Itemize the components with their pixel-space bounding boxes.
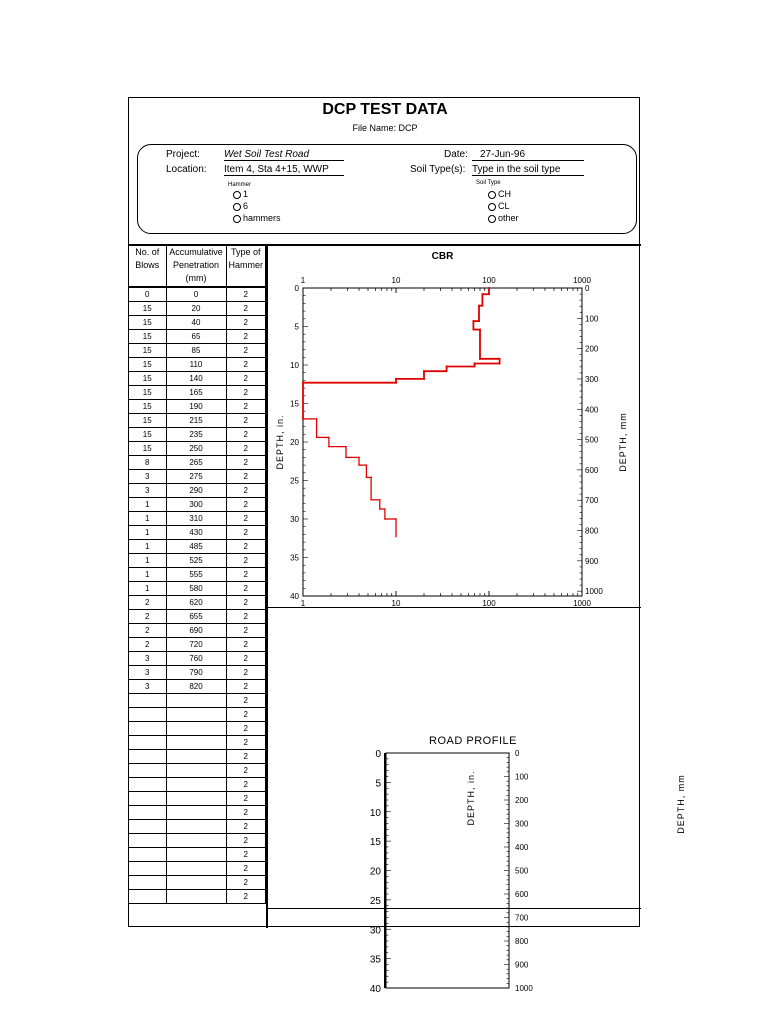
cell-blows[interactable]: 1 [129, 526, 166, 540]
cell-hammer[interactable]: 2 [226, 750, 266, 764]
cell-penetration[interactable]: 555 [166, 568, 226, 582]
date-label: Date: [444, 149, 468, 160]
file-name: File Name: DCP [352, 123, 418, 133]
table-row [129, 442, 266, 456]
cell-penetration[interactable]: 40 [166, 316, 226, 330]
cell-hammer[interactable]: 2 [226, 778, 266, 792]
profile-tick-label-right: 400 [515, 843, 529, 852]
cell-blows[interactable] [129, 736, 166, 750]
profile-tick-label-right: 800 [515, 937, 529, 946]
col-header-penetration: Accumulative Penetration (mm) [166, 246, 226, 287]
profile-tick-label-left: 10 [369, 807, 381, 819]
cell-hammer[interactable]: 2 [226, 554, 266, 568]
table-row [129, 358, 266, 372]
table-row [129, 344, 266, 358]
x-tick-label-bottom: 100 [482, 599, 496, 608]
cell-penetration[interactable]: 190 [166, 400, 226, 414]
table-row [129, 722, 266, 736]
cell-blows[interactable] [129, 778, 166, 792]
cell-penetration[interactable] [166, 848, 226, 862]
cell-penetration[interactable]: 525 [166, 554, 226, 568]
cell-hammer[interactable]: 2 [226, 330, 266, 344]
cell-hammer[interactable]: 2 [226, 610, 266, 624]
cell-blows[interactable]: 1 [129, 540, 166, 554]
profile-tick-label-right: 700 [515, 913, 529, 923]
x-tick-label-bottom: 1000 [573, 599, 591, 608]
cell-blows[interactable]: 15 [129, 386, 166, 400]
cell-hammer[interactable]: 2 [226, 442, 266, 456]
cell-blows[interactable]: 15 [129, 414, 166, 428]
cell-hammer[interactable]: 2 [226, 722, 266, 736]
cell-penetration[interactable]: 0 [166, 287, 226, 302]
table-row [129, 498, 266, 512]
cell-blows[interactable] [129, 722, 166, 736]
profile-tick-label-left: 15 [369, 837, 381, 849]
profile-tick-label-left: 35 [369, 954, 381, 966]
cell-penetration[interactable] [166, 834, 226, 848]
cell-penetration[interactable]: 300 [166, 498, 226, 512]
cell-penetration[interactable] [166, 694, 226, 708]
profile-tick-label-right: 200 [515, 796, 529, 805]
cell-blows[interactable] [129, 820, 166, 834]
cell-penetration[interactable]: 265 [166, 456, 226, 470]
table-row [129, 848, 266, 862]
cell-penetration[interactable]: 820 [166, 680, 226, 694]
cell-blows[interactable] [129, 890, 166, 904]
y-tick-label-right: 500 [585, 435, 599, 445]
table-row [129, 624, 266, 638]
cell-blows[interactable] [129, 708, 166, 722]
table-row [129, 582, 266, 596]
project-field[interactable]: Wet Soil Test Road [224, 149, 344, 161]
cell-blows[interactable] [129, 876, 166, 890]
profile-tick-label-right: 1000 [515, 984, 533, 993]
table-row [129, 386, 266, 400]
soil-option-ch[interactable]: CH [488, 189, 511, 199]
cell-blows[interactable]: 15 [129, 400, 166, 414]
cell-blows[interactable]: 1 [129, 554, 166, 568]
table-row [129, 596, 266, 610]
table-row [129, 568, 266, 582]
table-row [129, 750, 266, 764]
cell-blows[interactable]: 2 [129, 596, 166, 610]
table-row [129, 287, 266, 302]
profile-tick-label-left: 5 [375, 778, 381, 790]
cell-penetration[interactable]: 65 [166, 330, 226, 344]
y-tick-label-right: 1000 [585, 587, 603, 597]
y-axis-label-left: DEPTH, in. [275, 414, 285, 470]
y-tick-label-left: 0 [294, 284, 299, 293]
cell-hammer[interactable]: 2 [226, 820, 266, 834]
project-info-box [137, 144, 637, 234]
cell-hammer[interactable]: 2 [226, 428, 266, 442]
cell-penetration[interactable]: 720 [166, 638, 226, 652]
profile-tick-label-left: 30 [369, 925, 381, 937]
cell-hammer[interactable]: 2 [226, 470, 266, 484]
cell-blows[interactable]: 15 [129, 428, 166, 442]
profile-tick-label-right: 900 [515, 960, 529, 970]
hammer-option-1[interactable]: 1 [233, 189, 248, 199]
cell-blows[interactable]: 15 [129, 442, 166, 456]
cell-blows[interactable]: 3 [129, 470, 166, 484]
profile-tick-label-right: 600 [515, 890, 529, 899]
table-row [129, 554, 266, 568]
y-tick-label-right: 0 [585, 284, 590, 293]
radio-icon[interactable] [488, 203, 496, 211]
table-row [129, 764, 266, 778]
cell-blows[interactable] [129, 764, 166, 778]
y-tick-label-left: 5 [294, 322, 299, 332]
profile-tick-label-left: 0 [375, 749, 381, 760]
table-row [129, 316, 266, 330]
cell-hammer[interactable]: 2 [226, 344, 266, 358]
cell-blows[interactable]: 1 [129, 582, 166, 596]
cell-hammer[interactable]: 2 [226, 582, 266, 596]
cell-penetration[interactable]: 790 [166, 666, 226, 680]
cell-hammer[interactable]: 2 [226, 708, 266, 722]
x-tick-label-bottom: 10 [391, 599, 401, 608]
cell-hammer[interactable]: 2 [226, 862, 266, 876]
cell-blows[interactable]: 15 [129, 302, 166, 316]
cell-blows[interactable] [129, 806, 166, 820]
cell-penetration[interactable]: 290 [166, 484, 226, 498]
soil-type-field[interactable]: Type in the soil type [472, 164, 584, 176]
cell-penetration[interactable]: 165 [166, 386, 226, 400]
cell-blows[interactable] [129, 862, 166, 876]
table-row [129, 736, 266, 750]
chart-title: CBR [431, 251, 454, 262]
cell-hammer[interactable]: 2 [226, 666, 266, 680]
cell-penetration[interactable]: 485 [166, 540, 226, 554]
cell-penetration[interactable]: 275 [166, 470, 226, 484]
location-field[interactable]: Item 4, Sta 4+15, WWP [224, 164, 344, 176]
location-label: Location: [166, 164, 207, 175]
table-row [129, 540, 266, 554]
table-row [129, 652, 266, 666]
y-tick-label-left: 25 [290, 476, 299, 486]
cell-hammer[interactable]: 2 [226, 512, 266, 526]
table-row [129, 400, 266, 414]
plot-frame [303, 288, 582, 596]
cell-hammer[interactable]: 2 [226, 372, 266, 386]
cell-blows[interactable]: 2 [129, 610, 166, 624]
cell-penetration[interactable]: 620 [166, 596, 226, 610]
cell-hammer[interactable]: 2 [226, 568, 266, 582]
cell-blows[interactable]: 1 [129, 568, 166, 582]
cell-penetration[interactable] [166, 806, 226, 820]
x-tick-label-top: 1000 [573, 276, 591, 285]
table-row [129, 862, 266, 876]
cell-hammer[interactable]: 2 [226, 287, 266, 302]
cell-hammer[interactable]: 2 [226, 526, 266, 540]
cell-blows[interactable]: 3 [129, 652, 166, 666]
cell-blows[interactable]: 8 [129, 456, 166, 470]
y-tick-label-right: 900 [585, 556, 599, 566]
table-row [129, 512, 266, 526]
cell-penetration[interactable]: 85 [166, 344, 226, 358]
y-tick-label-left: 15 [290, 399, 299, 409]
y-tick-label-left: 40 [290, 592, 299, 601]
x-tick-label-top: 1 [300, 276, 306, 285]
road-profile-chart [268, 628, 686, 995]
profile-tick-label-right: 100 [515, 772, 529, 782]
cell-blows[interactable] [129, 834, 166, 848]
table-row [129, 820, 266, 834]
cell-penetration[interactable]: 760 [166, 652, 226, 666]
cell-hammer[interactable]: 2 [226, 302, 266, 316]
profile-tick-label-right: 300 [515, 819, 529, 829]
cell-penetration[interactable]: 310 [166, 512, 226, 526]
cell-hammer[interactable]: 2 [226, 456, 266, 470]
soil-option-other[interactable]: other [488, 213, 519, 223]
table-row [129, 638, 266, 652]
cell-hammer[interactable]: 2 [226, 792, 266, 806]
cell-hammer[interactable]: 2 [226, 764, 266, 778]
table-row [129, 456, 266, 470]
dcp-sheet [128, 97, 686, 995]
cell-hammer[interactable]: 2 [226, 680, 266, 694]
hammer-option-6[interactable]: 6 [233, 201, 248, 211]
table-row [129, 428, 266, 442]
cell-penetration[interactable] [166, 820, 226, 834]
cell-penetration[interactable]: 215 [166, 414, 226, 428]
cell-penetration[interactable]: 250 [166, 442, 226, 456]
table-header-row [129, 246, 266, 287]
cell-hammer[interactable]: 2 [226, 848, 266, 862]
table-row [129, 680, 266, 694]
cell-blows[interactable]: 1 [129, 498, 166, 512]
cell-hammer[interactable]: 2 [226, 736, 266, 750]
y-tick-label-right: 300 [585, 374, 599, 384]
x-tick-label-top: 100 [482, 276, 496, 285]
table-row [129, 414, 266, 428]
x-tick-label-top: 10 [391, 276, 401, 285]
cell-hammer[interactable]: 2 [226, 834, 266, 848]
cell-blows[interactable]: 15 [129, 316, 166, 330]
table-row [129, 330, 266, 344]
cell-hammer[interactable]: 2 [226, 694, 266, 708]
cell-blows[interactable] [129, 694, 166, 708]
profile-frame [386, 753, 509, 988]
project-label: Project: [166, 149, 200, 160]
date-field[interactable]: 27-Jun-96 [472, 149, 584, 161]
cell-penetration[interactable] [166, 778, 226, 792]
cell-penetration[interactable] [166, 722, 226, 736]
cell-hammer[interactable]: 2 [226, 540, 266, 554]
cell-hammer[interactable]: 2 [226, 316, 266, 330]
radio-icon[interactable] [233, 203, 241, 211]
cell-blows[interactable]: 15 [129, 330, 166, 344]
cell-penetration[interactable] [166, 876, 226, 890]
hammer-option-hammers[interactable]: hammers [233, 213, 281, 223]
cell-blows[interactable]: 3 [129, 484, 166, 498]
y-tick-label-right: 200 [585, 344, 599, 354]
cell-penetration[interactable]: 140 [166, 372, 226, 386]
cell-penetration[interactable]: 20 [166, 302, 226, 316]
table-row [129, 484, 266, 498]
y-tick-label-right: 400 [585, 405, 599, 415]
cell-hammer[interactable]: 2 [226, 400, 266, 414]
profile-bottom-line [268, 908, 641, 909]
cell-penetration[interactable]: 655 [166, 610, 226, 624]
y-tick-label-right: 600 [585, 465, 599, 475]
y-tick-label-right: 700 [585, 496, 599, 506]
cell-hammer[interactable]: 2 [226, 484, 266, 498]
cell-blows[interactable] [129, 750, 166, 764]
cell-hammer[interactable]: 2 [226, 596, 266, 610]
table-row [129, 778, 266, 792]
y-tick-label-left: 20 [290, 438, 299, 447]
table-row [129, 526, 266, 540]
profile-tick-label-left: 25 [369, 895, 381, 907]
cell-blows[interactable] [129, 848, 166, 862]
cell-hammer[interactable]: 2 [226, 624, 266, 638]
profile-tick-label-right: 500 [515, 866, 529, 876]
y-axis-label-right: DEPTH, mm [618, 412, 628, 472]
table-row [129, 302, 266, 316]
table-row [129, 610, 266, 624]
cell-penetration[interactable] [166, 890, 226, 904]
cell-penetration[interactable] [166, 862, 226, 876]
cell-penetration[interactable] [166, 764, 226, 778]
cell-blows[interactable]: 1 [129, 512, 166, 526]
cell-blows[interactable]: 0 [129, 287, 166, 302]
cell-penetration[interactable]: 690 [166, 624, 226, 638]
soil-option-cl[interactable]: CL [488, 201, 510, 211]
table-row [129, 372, 266, 386]
cell-penetration[interactable] [166, 750, 226, 764]
col-header-blows: No. of Blows [129, 246, 166, 287]
profile-y-label-left: DEPTH, in. [466, 770, 476, 826]
cell-blows[interactable]: 3 [129, 666, 166, 680]
cell-hammer[interactable]: 2 [226, 638, 266, 652]
table-row [129, 666, 266, 680]
table-row [129, 470, 266, 484]
cell-hammer[interactable]: 2 [226, 876, 266, 890]
dcp-data-table [129, 246, 267, 904]
col-header-hammer: Type of Hammer [226, 246, 266, 287]
table-row [129, 708, 266, 722]
cell-blows[interactable]: 2 [129, 624, 166, 638]
cell-penetration[interactable] [166, 736, 226, 750]
cell-penetration[interactable]: 430 [166, 526, 226, 540]
cell-penetration[interactable] [166, 792, 226, 806]
y-tick-label-right: 800 [585, 526, 599, 536]
table-row [129, 792, 266, 806]
cell-penetration[interactable]: 580 [166, 582, 226, 596]
page-title: DCP TEST DATA [322, 101, 448, 118]
cell-hammer[interactable]: 2 [226, 890, 266, 904]
cell-blows[interactable]: 3 [129, 680, 166, 694]
cell-blows[interactable]: 15 [129, 372, 166, 386]
soil-type-title: Soil Type [476, 180, 501, 186]
cell-penetration[interactable] [166, 708, 226, 722]
cell-hammer[interactable]: 2 [226, 358, 266, 372]
x-tick-label-bottom: 1 [300, 599, 306, 608]
profile-tick-label-right: 0 [515, 749, 520, 758]
cell-blows[interactable]: 15 [129, 344, 166, 358]
radio-icon[interactable] [233, 215, 241, 223]
table-row [129, 806, 266, 820]
cell-blows[interactable]: 15 [129, 358, 166, 372]
radio-icon[interactable] [488, 191, 496, 199]
radio-icon[interactable] [233, 191, 241, 199]
table-row [129, 876, 266, 890]
radio-icon[interactable] [488, 215, 496, 223]
table-row [129, 834, 266, 848]
cbr-chart [268, 246, 641, 606]
y-tick-label-left: 35 [290, 553, 299, 563]
cell-blows[interactable]: 2 [129, 638, 166, 652]
soil-type-label: Soil Type(s): [410, 164, 466, 175]
table-row [129, 694, 266, 708]
hammer-title: Hammer [228, 182, 252, 188]
y-tick-label-left: 30 [290, 515, 299, 524]
cell-hammer[interactable]: 2 [226, 414, 266, 428]
table-row [129, 890, 266, 904]
cell-hammer[interactable]: 2 [226, 386, 266, 400]
cell-blows[interactable] [129, 792, 166, 806]
cell-penetration[interactable]: 235 [166, 428, 226, 442]
cell-hammer[interactable]: 2 [226, 652, 266, 666]
profile-title: ROAD PROFILE [429, 735, 517, 747]
cell-hammer[interactable]: 2 [226, 498, 266, 512]
profile-tick-label-left: 20 [369, 866, 381, 878]
profile-tick-label-left: 40 [369, 984, 381, 995]
y-tick-label-right: 100 [585, 314, 599, 324]
cell-hammer[interactable]: 2 [226, 806, 266, 820]
y-tick-label-left: 10 [290, 361, 299, 370]
cell-penetration[interactable]: 110 [166, 358, 226, 372]
profile-y-label-right: DEPTH, mm [676, 774, 686, 834]
